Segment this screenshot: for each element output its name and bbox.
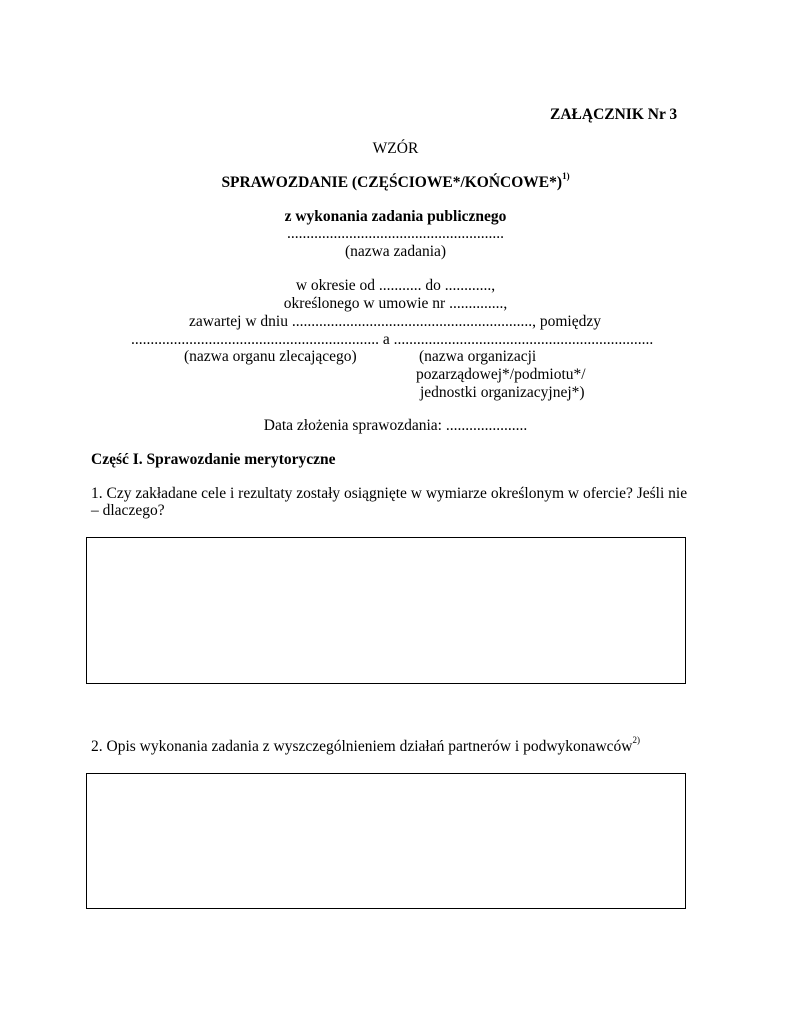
footnote-1-marker: 1)	[562, 171, 570, 181]
report-title	[0, 171, 791, 192]
contract-line: określonego w umowie nr ..............,	[283, 295, 508, 312]
answer-1-box[interactable]	[86, 537, 686, 684]
task-name-field: ........................................................	[287, 225, 504, 242]
organization-caption-3: jednostki organizacyjnej*)	[420, 384, 585, 401]
organization-caption-1: (nazwa organizacji	[419, 348, 537, 365]
question-2-text: 2. Opis wykonania zadania z wyszczególnieniem działań partnerów i podwykonawców	[91, 738, 633, 755]
task-name-caption: (nazwa zadania)	[344, 243, 447, 260]
question-2	[91, 735, 640, 756]
answer-2-box[interactable]	[86, 773, 686, 909]
annex-number: ZAŁĄCZNIK Nr 3	[550, 106, 678, 123]
pattern-label: WZÓR	[372, 140, 419, 157]
submission-date-line: Data złożenia sprawozdania: .....................	[263, 417, 528, 434]
commissioning-body-caption: (nazwa organu zlecającego)	[184, 348, 357, 365]
concluded-line: zawartej w dniu .............................................................., pomiędzy	[189, 313, 601, 330]
question-1-line-2: – dlaczego?	[91, 502, 165, 519]
footnote-2-marker: 2)	[632, 735, 640, 745]
parties-line: ................................................................ a ...................................................................	[131, 331, 654, 348]
question-1-line-1: 1. Czy zakładane cele i rezultaty zostały osiągnięte w wymiarze określonym w ofercie? Jeśli nie	[91, 485, 688, 502]
section-1-heading: Część I. Sprawozdanie merytoryczne	[91, 451, 336, 468]
period-line: w okresie od ........... do ............,	[295, 277, 496, 294]
report-subtitle: z wykonania zadania publicznego	[284, 208, 507, 225]
report-title-text: SPRAWOZDANIE (CZĘŚCIOWE*/KOŃCOWE*)	[221, 174, 563, 191]
organization-caption-2: pozarządowej*/podmiotu*/	[416, 366, 586, 383]
